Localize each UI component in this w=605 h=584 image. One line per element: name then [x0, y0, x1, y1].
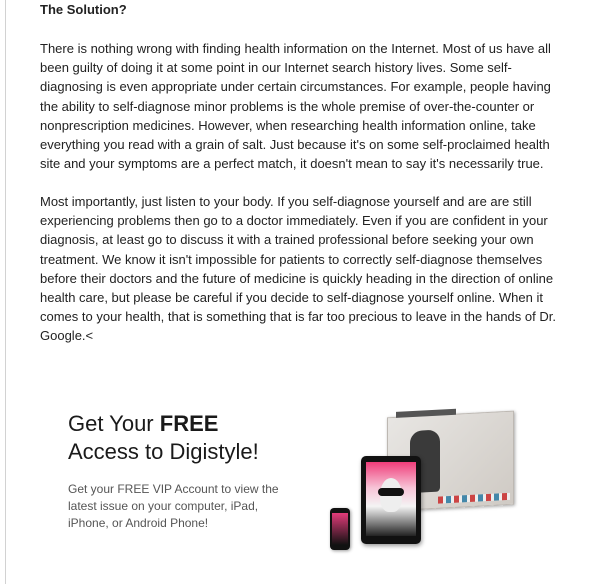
paragraph-line: nonprescription medicines. However, when researching health information online, take: [40, 117, 536, 133]
paragraph-line: Most importantly, just listen to your body. If you self-diagnose yourself and are are still: [40, 194, 532, 209]
promo-sub-line: Get your FREE VIP Account to view the: [68, 482, 279, 496]
promo-title-free: FREE: [159, 411, 219, 436]
paragraph-line: There is nothing wrong with finding health information on the Internet. Most of us have all: [40, 41, 551, 56]
paragraph-line: diagnosing is even appropriate under certain circumstances. For example, people having: [40, 79, 551, 95]
article-paragraph-1: [40, 39, 596, 173]
ipad-screen: [366, 462, 416, 536]
paragraph-line: Google.<: [40, 328, 94, 344]
article-paragraph-2: [40, 192, 596, 346]
promo-title[interactable]: [68, 410, 259, 466]
thumbnail-strip: [438, 493, 510, 504]
reader-toolbar: [396, 409, 456, 418]
paragraph-line: site and your symptoms are a perfect match, it doesn't mean to say it's necessarily true.: [40, 156, 544, 172]
promo-sub-line: latest issue on your computer, iPad,: [68, 499, 259, 513]
devices-magazine-image[interactable]: [325, 402, 515, 562]
paragraph-line: comes to your health, that is something that is far too precious to leave in the hands of Dr.: [40, 309, 556, 325]
sunglasses-icon: [378, 488, 404, 496]
paragraph-line: health care, but please be careful if you decide to self-diagnose yourself online. When it: [40, 290, 543, 306]
iphone-screen: [332, 513, 348, 545]
ipad-image: [361, 456, 421, 544]
paragraph-line: before their doctors and the future of medicine is quickly heading in the direction of online: [40, 270, 554, 286]
promo-title-line2: Access to Digistyle!: [68, 439, 259, 464]
iphone-image: [330, 508, 350, 550]
article-heading: The Solution?: [40, 2, 127, 17]
digistyle-promo-banner[interactable]: [0, 390, 605, 584]
promo-sub-line: iPhone, or Android Phone!: [68, 516, 209, 530]
paragraph-line: everything you read with a grain of salt. Just because it's on some self-proclaimed health: [40, 137, 550, 153]
promo-subtitle: [68, 481, 328, 532]
paragraph-line: treatment. We know it isn't impossible for patients to correctly self-diagnose themselves: [40, 251, 543, 267]
paragraph-line: diagnosis, at least go to discuss it with a trained professional before seeking your own: [40, 232, 534, 248]
paragraph-line: experiencing problems then go to a doctor immediately. Even if you are confident in your: [40, 213, 548, 229]
promo-title-prefix: Get Your: [68, 411, 160, 436]
paragraph-line: been guilty of doing it at some point in our Internet search history lives. Some self-: [40, 60, 512, 76]
paragraph-line: the ability to self-diagnose minor problems is the whole premise of over-the-counter or: [40, 98, 535, 114]
